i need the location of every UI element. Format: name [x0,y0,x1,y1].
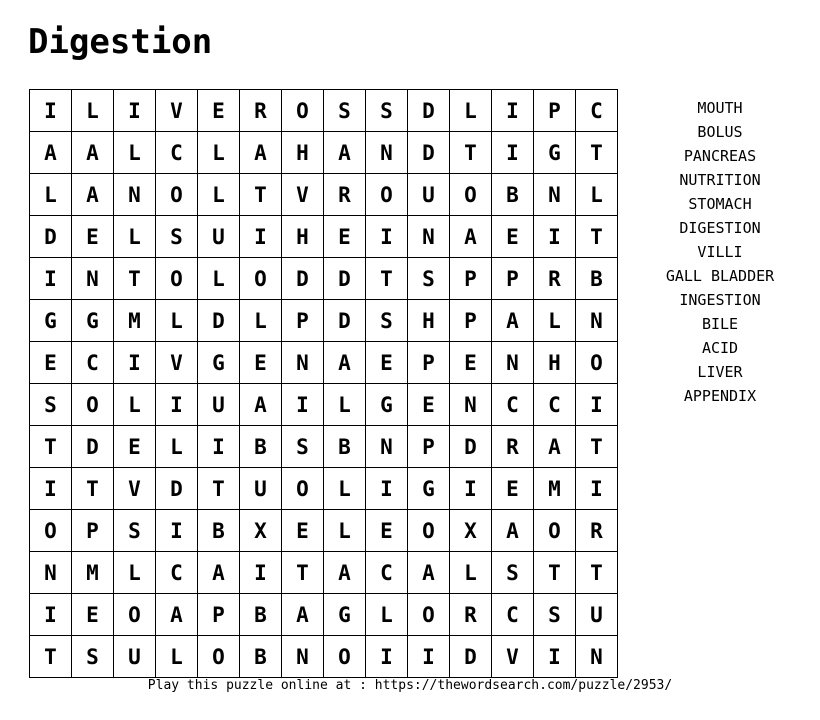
grid-cell[interactable]: O [450,174,492,216]
grid-cell[interactable]: H [408,300,450,342]
grid-cell[interactable]: V [282,174,324,216]
grid-cell[interactable]: X [450,510,492,552]
puzzle-grid-container [29,89,618,678]
grid-cell[interactable]: L [30,174,72,216]
grid-cell[interactable]: A [324,342,366,384]
word-list-item[interactable]: NUTRITION [679,171,761,189]
grid-cell[interactable]: T [534,552,576,594]
grid-cell[interactable]: T [114,258,156,300]
grid-cell[interactable]: E [492,468,534,510]
grid-cell[interactable]: T [240,174,282,216]
grid-cell[interactable]: D [198,300,240,342]
grid-cell[interactable]: G [30,300,72,342]
grid-cell[interactable]: S [408,258,450,300]
grid-cell[interactable]: A [282,594,324,636]
grid-cell[interactable]: A [30,132,72,174]
grid-cell[interactable]: N [30,552,72,594]
grid-cell[interactable]: N [72,258,114,300]
grid-cell[interactable]: D [408,132,450,174]
grid-cell[interactable]: U [114,636,156,678]
grid-cell[interactable]: I [30,90,72,132]
grid-cell[interactable]: L [114,132,156,174]
grid-cell[interactable]: E [492,216,534,258]
grid-cell[interactable]: T [30,636,72,678]
grid-cell[interactable]: O [408,510,450,552]
grid-cell[interactable]: S [114,510,156,552]
grid-cell[interactable]: T [72,468,114,510]
grid-cell[interactable]: U [576,594,618,636]
grid-row [30,594,618,636]
grid-cell[interactable]: D [408,90,450,132]
grid-cell[interactable]: G [408,468,450,510]
word-list-item[interactable]: ACID [701,339,739,357]
grid-cell[interactable]: I [492,132,534,174]
grid-cell[interactable]: C [534,384,576,426]
grid-cell[interactable]: L [72,90,114,132]
grid-cell[interactable]: P [450,258,492,300]
grid-cell[interactable]: D [72,426,114,468]
grid-cell[interactable]: H [282,216,324,258]
grid-cell[interactable]: L [534,300,576,342]
grid-cell[interactable]: S [492,552,534,594]
grid-row [30,510,618,552]
grid-cell[interactable]: L [450,552,492,594]
grid-cell[interactable]: P [492,258,534,300]
grid-cell[interactable]: A [240,132,282,174]
grid-cell[interactable]: O [156,258,198,300]
page-title: Digestion [28,22,213,62]
puzzle-grid[interactable] [29,89,618,678]
grid-cell[interactable]: T [576,132,618,174]
grid-cell[interactable]: T [450,132,492,174]
grid-cell[interactable]: A [156,594,198,636]
grid-cell[interactable]: X [240,510,282,552]
grid-row [30,174,618,216]
grid-cell[interactable]: D [450,636,492,678]
grid-cell[interactable]: E [366,342,408,384]
grid-cell[interactable]: C [492,594,534,636]
word-list-item[interactable]: PANCREAS [683,147,757,165]
grid-cell[interactable]: D [450,426,492,468]
grid-cell[interactable]: L [324,510,366,552]
grid-cell[interactable]: N [282,342,324,384]
word-list-item[interactable]: APPENDIX [683,387,757,405]
grid-cell[interactable]: D [324,300,366,342]
grid-cell[interactable]: S [156,216,198,258]
grid-cell[interactable]: I [30,468,72,510]
grid-cell[interactable]: I [576,468,618,510]
grid-cell[interactable]: T [576,216,618,258]
word-list-item[interactable]: MOUTH [697,99,743,117]
grid-cell[interactable]: O [324,636,366,678]
grid-cell[interactable]: O [114,594,156,636]
grid-cell[interactable]: L [114,216,156,258]
grid-cell[interactable]: P [408,426,450,468]
grid-cell[interactable]: T [198,468,240,510]
grid-cell[interactable]: N [366,132,408,174]
grid-cell[interactable]: P [450,300,492,342]
grid-cell[interactable]: I [198,426,240,468]
grid-cell[interactable]: I [156,384,198,426]
grid-cell[interactable]: O [198,636,240,678]
grid-cell[interactable]: E [366,510,408,552]
grid-cell[interactable]: E [114,426,156,468]
grid-cell[interactable]: L [366,594,408,636]
grid-cell[interactable]: B [240,426,282,468]
grid-cell[interactable]: R [534,258,576,300]
grid-cell[interactable]: P [282,300,324,342]
grid-cell[interactable]: I [114,90,156,132]
grid-cell[interactable]: C [492,384,534,426]
grid-cell[interactable]: L [240,300,282,342]
grid-cell[interactable]: N [450,384,492,426]
grid-cell[interactable]: I [240,552,282,594]
grid-row [30,342,618,384]
grid-cell[interactable]: G [198,342,240,384]
grid-cell[interactable]: I [534,636,576,678]
grid-cell[interactable]: O [72,384,114,426]
grid-cell[interactable]: E [72,216,114,258]
grid-row [30,132,618,174]
grid-row [30,216,618,258]
grid-cell[interactable]: P [534,90,576,132]
grid-cell[interactable]: P [72,510,114,552]
grid-cell[interactable]: S [30,384,72,426]
grid-cell[interactable]: O [366,174,408,216]
grid-cell[interactable]: O [576,342,618,384]
grid-cell[interactable]: L [198,258,240,300]
word-list-item[interactable]: STOMACH [688,195,752,213]
grid-cell[interactable]: I [240,216,282,258]
grid-cell[interactable]: O [282,90,324,132]
grid-cell[interactable]: T [576,552,618,594]
grid-cell[interactable]: L [198,132,240,174]
grid-cell[interactable]: E [198,90,240,132]
grid-cell[interactable]: S [72,636,114,678]
grid-cell[interactable]: A [450,216,492,258]
grid-cell[interactable]: A [72,174,114,216]
grid-cell[interactable]: E [72,594,114,636]
grid-cell[interactable]: E [240,342,282,384]
grid-row [30,636,618,678]
footer-text: Play this puzzle online at : https://thewordsearch.com/puzzle/2953/ [147,678,673,693]
grid-cell[interactable]: E [450,342,492,384]
word-list-item[interactable]: BILE [701,315,739,333]
grid-row [30,300,618,342]
grid-cell[interactable]: R [240,90,282,132]
grid-cell[interactable]: L [324,384,366,426]
grid-cell[interactable]: L [114,552,156,594]
grid-cell[interactable]: I [30,258,72,300]
grid-cell[interactable]: C [156,552,198,594]
grid-cell[interactable]: B [324,426,366,468]
grid-cell[interactable]: L [156,300,198,342]
word-list [620,96,820,408]
grid-cell[interactable]: U [198,384,240,426]
grid-cell[interactable]: N [366,426,408,468]
grid-cell[interactable]: O [30,510,72,552]
grid-cell[interactable]: I [450,468,492,510]
grid-row [30,258,618,300]
grid-cell[interactable]: D [156,468,198,510]
grid-cell[interactable]: V [156,90,198,132]
grid-cell[interactable]: O [156,174,198,216]
grid-cell[interactable]: U [240,468,282,510]
grid-cell[interactable]: E [324,216,366,258]
grid-cell[interactable]: N [576,636,618,678]
grid-cell[interactable]: A [240,384,282,426]
grid-cell[interactable]: U [198,216,240,258]
grid-cell[interactable]: I [408,636,450,678]
grid-row [30,552,618,594]
grid-cell[interactable]: I [282,384,324,426]
grid-cell[interactable]: A [324,132,366,174]
grid-row [30,468,618,510]
grid-cell[interactable]: I [366,216,408,258]
grid-cell[interactable]: T [576,426,618,468]
grid-cell[interactable]: I [366,468,408,510]
grid-cell[interactable]: A [492,510,534,552]
grid-cell[interactable]: A [492,300,534,342]
grid-cell[interactable]: A [324,552,366,594]
grid-cell[interactable]: I [366,636,408,678]
grid-cell[interactable]: I [576,384,618,426]
grid-cell[interactable]: V [492,636,534,678]
grid-cell[interactable]: N [492,342,534,384]
grid-row [30,384,618,426]
grid-cell[interactable]: C [366,552,408,594]
grid-cell[interactable]: I [114,342,156,384]
grid-cell[interactable]: A [534,426,576,468]
grid-cell[interactable]: G [72,300,114,342]
grid-cell[interactable]: B [198,510,240,552]
grid-cell[interactable]: A [408,552,450,594]
grid-cell[interactable]: O [240,258,282,300]
grid-cell[interactable]: D [30,216,72,258]
grid-cell[interactable]: S [366,300,408,342]
grid-cell[interactable]: T [366,258,408,300]
grid-cell[interactable]: L [324,468,366,510]
word-list-item[interactable]: GALL BLADDER [665,267,775,285]
word-list-item[interactable]: INGESTION [679,291,761,309]
grid-cell[interactable]: T [282,552,324,594]
grid-cell[interactable]: R [450,594,492,636]
grid-cell[interactable]: N [408,216,450,258]
grid-cell[interactable]: P [198,594,240,636]
grid-cell[interactable]: L [450,90,492,132]
grid-cell[interactable]: D [324,258,366,300]
grid-cell[interactable]: L [114,384,156,426]
grid-cell[interactable]: O [282,468,324,510]
grid-cell[interactable]: L [198,174,240,216]
grid-cell[interactable]: C [72,342,114,384]
grid-cell[interactable]: O [408,594,450,636]
grid-cell[interactable]: I [534,216,576,258]
grid-cell[interactable]: E [282,510,324,552]
word-list-item[interactable]: LIVER [697,363,743,381]
grid-cell[interactable]: A [72,132,114,174]
grid-cell[interactable]: H [534,342,576,384]
grid-cell[interactable]: E [30,342,72,384]
grid-cell[interactable]: S [324,90,366,132]
grid-cell[interactable]: C [576,90,618,132]
grid-cell[interactable]: R [324,174,366,216]
grid-cell[interactable]: M [114,300,156,342]
grid-cell[interactable]: H [282,132,324,174]
grid-cell[interactable]: L [156,636,198,678]
grid-cell[interactable]: S [282,426,324,468]
grid-cell[interactable]: O [534,510,576,552]
grid-cell[interactable]: N [282,636,324,678]
grid-cell[interactable]: I [492,90,534,132]
grid-cell[interactable]: R [492,426,534,468]
grid-cell[interactable]: T [30,426,72,468]
word-list-item[interactable]: DIGESTION [679,219,761,237]
grid-cell[interactable]: N [114,174,156,216]
grid-cell[interactable]: B [240,636,282,678]
grid-cell[interactable]: S [366,90,408,132]
grid-cell[interactable]: G [366,384,408,426]
grid-cell[interactable]: M [72,552,114,594]
grid-cell[interactable]: D [282,258,324,300]
grid-cell[interactable]: G [324,594,366,636]
grid-row [30,426,618,468]
grid-cell[interactable]: M [534,468,576,510]
grid-cell[interactable]: I [156,510,198,552]
grid-cell[interactable]: A [198,552,240,594]
grid-cell[interactable]: C [156,132,198,174]
grid-cell[interactable]: U [408,174,450,216]
grid-cell[interactable]: N [534,174,576,216]
grid-cell[interactable]: S [534,594,576,636]
grid-cell[interactable]: V [156,342,198,384]
grid-cell[interactable]: I [30,594,72,636]
grid-cell[interactable]: E [408,384,450,426]
word-list-item[interactable]: VILLI [697,243,743,261]
grid-cell[interactable]: B [576,258,618,300]
grid-cell[interactable]: N [576,300,618,342]
grid-row [30,90,618,132]
grid-cell[interactable]: B [240,594,282,636]
grid-cell[interactable]: B [492,174,534,216]
grid-cell[interactable]: L [576,174,618,216]
grid-cell[interactable]: P [408,342,450,384]
grid-cell[interactable]: L [156,426,198,468]
grid-cell[interactable]: G [534,132,576,174]
word-list-item[interactable]: BOLUS [697,123,743,141]
grid-cell[interactable]: R [576,510,618,552]
grid-cell[interactable]: V [114,468,156,510]
